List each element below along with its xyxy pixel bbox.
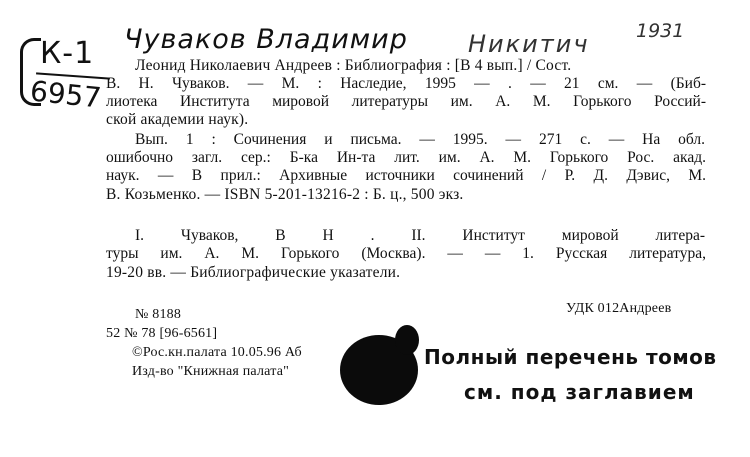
call-number-bottom: 6957 <box>28 74 103 115</box>
record-line-1: В. Н. Чуваков. — М. : Наследие, 1995 — . — 21 см. — (Биб- <box>106 75 706 92</box>
tracing-line-2: туры им. А. М. Горького (Москва). — — 1. Русская литература, <box>106 245 706 262</box>
copyright-line: ©Рос.кн.палата 10.05.96 Аб <box>132 345 302 360</box>
handwritten-year: 1931 <box>636 20 685 42</box>
volume-line-4: В. Козьменко. — ISBN 5-201-13216-2 : Б. ц., 500 экз. <box>106 186 464 203</box>
publisher-line: Изд-во "Книжная палата" <box>132 364 290 379</box>
record-line-3: ской академии наук). <box>106 111 249 128</box>
record-number: № 8188 <box>135 307 182 322</box>
volume-line-3: наук. — В прил.: Архивные источники сочинений / Р. Д. Дэвис, М. <box>106 167 706 184</box>
volume-line-2: ошибочно загл. сер.: Б-ка Ин-та лит. им. А. М. Горького Рос. акад. <box>106 149 706 166</box>
tracing-line-3: 19-20 вв. — Библиографические указатели. <box>106 264 401 281</box>
record-heading: Леонид Николаевич Андреев : Библиография : [В 4 вып.] / Сост. <box>135 57 572 74</box>
registry-code: 52 № 78 [96-6561] <box>106 326 218 341</box>
tracing-line-1: I. Чуваков, В Н . II. Институт мировой литера- <box>135 227 705 244</box>
handwritten-patronymic: Никитич <box>468 30 590 58</box>
volume-line-1: Вып. 1 : Сочинения и письма. — 1995. — 271 с. — На обл. <box>135 131 705 148</box>
record-line-2: лиотека Института мировой литературы им. А. М. Горького Россий- <box>106 93 706 110</box>
handwritten-name: Чуваков Владимир <box>124 24 408 55</box>
stamp-line-1: Полный перечень томов <box>424 345 717 369</box>
udk-code: УДК 012Андреев <box>566 301 672 316</box>
stamp-line-2: см. под заглавием <box>464 380 695 404</box>
ink-blot-small <box>395 325 419 355</box>
call-number-top: К-1 <box>40 36 95 71</box>
